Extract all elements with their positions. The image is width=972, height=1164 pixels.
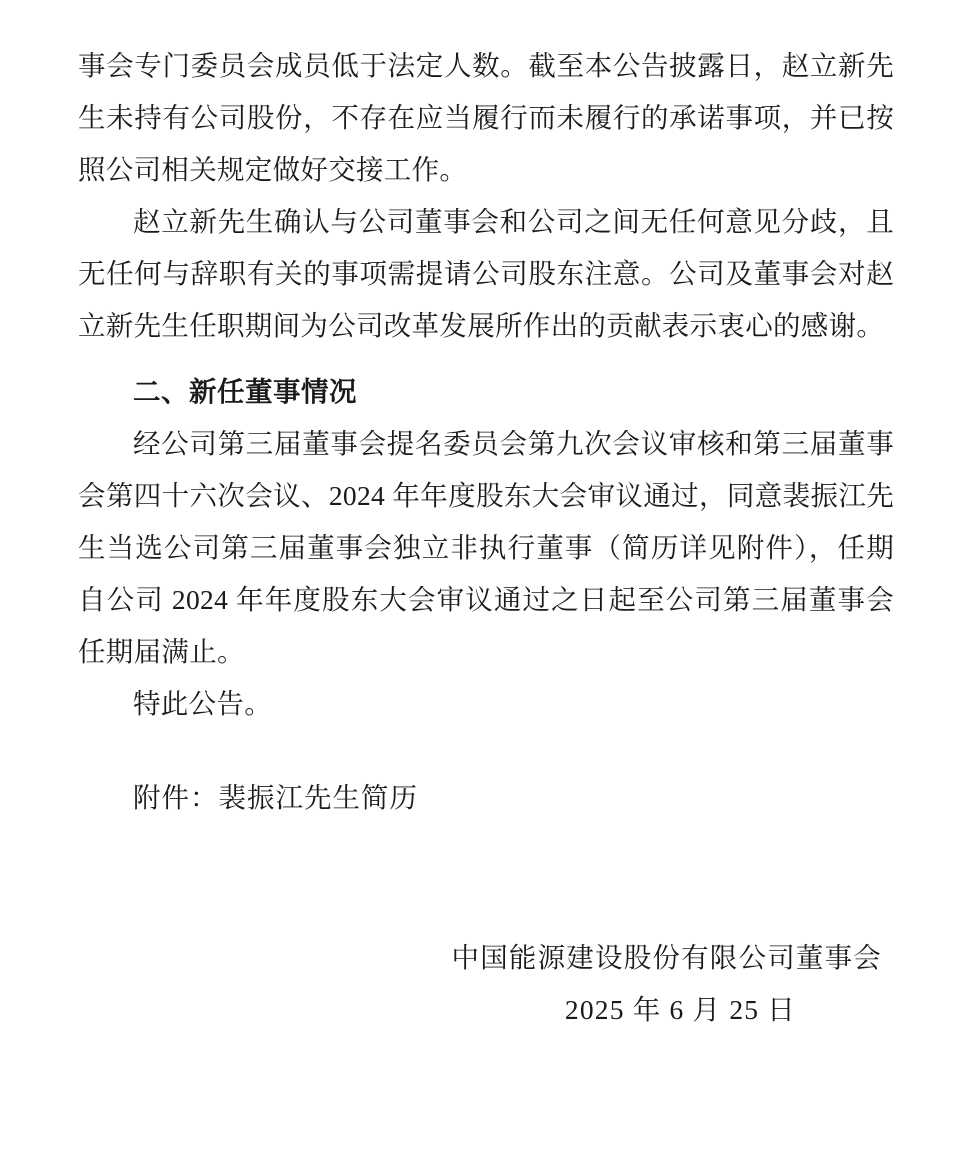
- attachment-spacer: [78, 730, 894, 772]
- document-body: [78, 40, 894, 1036]
- section-spacer: [78, 352, 894, 366]
- new-director-paragraph: 经公司第三届董事会提名委员会第九次会议审核和第三届董事会第四十六次会议、2024 年年度股东大会审议通过，同意裴振江先生当选公司第三届董事会独立非执行董事（简历详见附件），任期自公司 2024 年年度股东大会审议通过之日起至公司第三届董事会任期届满止。: [78, 428, 894, 667]
- attachment-line: 附件：裴振江先生简历: [133, 782, 418, 813]
- no-disagreement-paragraph: 赵立新先生确认与公司董事会和公司之间无任何意见分歧，且无任何与辞职有关的事项需提请公司股东注意。公司及董事会对赵立新先生任职期间为公司改革发展所作出的贡献表示衷心的感谢。: [78, 206, 894, 341]
- signature-date: 2025 年 6 月 25 日: [564, 994, 796, 1025]
- continued-paragraph: 事会专门委员会成员低于法定人数。截至本公告披露日，赵立新先生未持有公司股份，不存在应当履行而未履行的承诺事项，并已按照公司相关规定做好交接工作。: [78, 50, 894, 185]
- signature-block: [78, 932, 894, 1036]
- announcement-closing: 特此公告。: [133, 688, 272, 719]
- signature-issuer: 中国能源建设股份有限公司董事会: [451, 942, 882, 973]
- section-heading-new-director: 二、新任董事情况: [133, 376, 357, 407]
